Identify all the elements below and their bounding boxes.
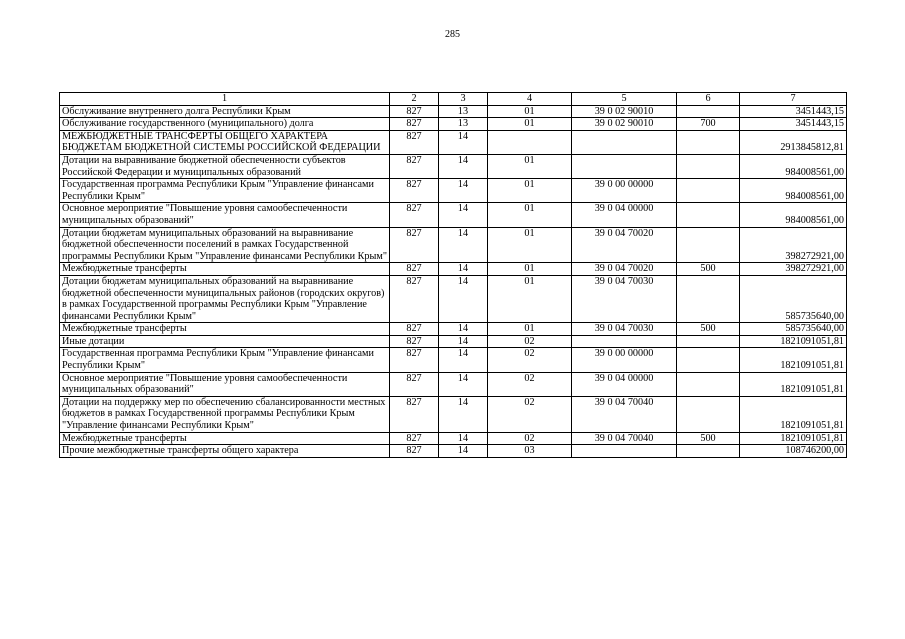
row-name-cell: Государственная программа Республики Крым "Управление финансами Республики Крым" <box>60 348 390 372</box>
row-col3-cell: 14 <box>439 263 488 276</box>
table-header-row <box>60 93 847 106</box>
row-col4-cell: 02 <box>488 396 572 432</box>
row-col5-cell: 39 0 04 00000 <box>572 203 677 227</box>
row-col3-cell: 14 <box>439 275 488 322</box>
row-col5-cell: 39 0 00 00000 <box>572 179 677 203</box>
row-name-cell: Межбюджетные трансферты <box>60 432 390 445</box>
row-col3-cell: 14 <box>439 130 488 154</box>
row-col2-cell: 827 <box>390 130 439 154</box>
table-row <box>60 445 847 458</box>
row-col4-cell: 02 <box>488 348 572 372</box>
row-col3-cell: 14 <box>439 203 488 227</box>
row-col3-cell: 14 <box>439 396 488 432</box>
row-col6-cell: 500 <box>677 323 740 336</box>
row-col4-cell: 02 <box>488 372 572 396</box>
row-name-cell: Межбюджетные трансферты <box>60 323 390 336</box>
row-col5-cell: 39 0 04 70030 <box>572 323 677 336</box>
row-col4-cell: 01 <box>488 179 572 203</box>
header-cell-7: 7 <box>740 93 847 106</box>
table-row <box>60 372 847 396</box>
row-col7-cell: 1821091051,81 <box>740 348 847 372</box>
row-col3-cell: 14 <box>439 154 488 178</box>
table-row <box>60 105 847 118</box>
header-cell-6: 6 <box>677 93 740 106</box>
row-col3-cell: 14 <box>439 372 488 396</box>
row-name-cell: Обслуживание внутреннего долга Республики Крым <box>60 105 390 118</box>
row-col7-cell: 984008561,00 <box>740 154 847 178</box>
row-col4-cell: 02 <box>488 432 572 445</box>
row-col6-cell <box>677 348 740 372</box>
table-row <box>60 432 847 445</box>
row-name-cell: Государственная программа Республики Крым "Управление финансами Республики Крым" <box>60 179 390 203</box>
row-col5-cell <box>572 335 677 348</box>
row-col4-cell: 01 <box>488 105 572 118</box>
row-col6-cell <box>677 396 740 432</box>
row-col3-cell: 13 <box>439 105 488 118</box>
row-col5-cell <box>572 130 677 154</box>
row-col6-cell <box>677 227 740 263</box>
row-col3-cell: 14 <box>439 335 488 348</box>
row-col2-cell: 827 <box>390 372 439 396</box>
row-name-cell: Основное мероприятие "Повышение уровня самообеспеченности муниципальных образований" <box>60 372 390 396</box>
row-col2-cell: 827 <box>390 432 439 445</box>
table-row <box>60 179 847 203</box>
table-row <box>60 130 847 154</box>
page-number: 285 <box>445 29 460 40</box>
row-col5-cell: 39 0 04 70030 <box>572 275 677 322</box>
row-col7-cell: 1821091051,81 <box>740 432 847 445</box>
row-name-cell: Прочие межбюджетные трансферты общего характера <box>60 445 390 458</box>
row-col3-cell: 13 <box>439 118 488 131</box>
row-name-cell: Дотации бюджетам муниципальных образований на выравнивание бюджетной обеспеченности муниципальных районов (городских округов) в рамках Государственной программы Республики Крым "Управление финансами Республики Крым" <box>60 275 390 322</box>
row-col4-cell: 01 <box>488 275 572 322</box>
row-col2-cell: 827 <box>390 323 439 336</box>
row-col7-cell: 984008561,00 <box>740 203 847 227</box>
header-cell-5: 5 <box>572 93 677 106</box>
table-row <box>60 227 847 263</box>
header-cell-3: 3 <box>439 93 488 106</box>
row-col6-cell <box>677 335 740 348</box>
budget-table <box>59 92 847 458</box>
row-col2-cell: 827 <box>390 396 439 432</box>
row-col7-cell: 984008561,00 <box>740 179 847 203</box>
row-col7-cell: 3451443,15 <box>740 105 847 118</box>
row-col2-cell: 827 <box>390 154 439 178</box>
row-col5-cell: 39 0 02 90010 <box>572 105 677 118</box>
row-col3-cell: 14 <box>439 445 488 458</box>
row-name-cell: Дотации бюджетам муниципальных образований на выравнивание бюджетной обеспеченности поселений в рамках Государственной программы Республики Крым "Управление финансами Республики Крым" <box>60 227 390 263</box>
row-col2-cell: 827 <box>390 118 439 131</box>
row-name-cell: Дотации на выравнивание бюджетной обеспеченности субъектов Российской Федерации и муниципальных образований <box>60 154 390 178</box>
row-col3-cell: 14 <box>439 432 488 445</box>
row-col3-cell: 14 <box>439 323 488 336</box>
row-col7-cell: 1821091051,81 <box>740 372 847 396</box>
row-col6-cell: 500 <box>677 263 740 276</box>
row-col6-cell: 700 <box>677 118 740 131</box>
row-col7-cell: 398272921,00 <box>740 227 847 263</box>
header-cell-4: 4 <box>488 93 572 106</box>
table-row <box>60 348 847 372</box>
row-col3-cell: 14 <box>439 227 488 263</box>
row-col5-cell: 39 0 04 70040 <box>572 396 677 432</box>
row-col4-cell: 01 <box>488 263 572 276</box>
table-row <box>60 396 847 432</box>
row-col7-cell: 3451443,15 <box>740 118 847 131</box>
row-col6-cell <box>677 445 740 458</box>
row-col7-cell: 2913845812,81 <box>740 130 847 154</box>
row-col6-cell <box>677 154 740 178</box>
row-col3-cell: 14 <box>439 348 488 372</box>
row-col2-cell: 827 <box>390 227 439 263</box>
row-col2-cell: 827 <box>390 105 439 118</box>
row-col7-cell: 585735640,00 <box>740 323 847 336</box>
row-name-cell: МЕЖБЮДЖЕТНЫЕ ТРАНСФЕРТЫ ОБЩЕГО ХАРАКТЕРА БЮДЖЕТАМ БЮДЖЕТНОЙ СИСТЕМЫ РОССИЙСКОЙ ФЕДЕРАЦИИ <box>60 130 390 154</box>
row-col5-cell: 39 0 04 70020 <box>572 227 677 263</box>
row-col2-cell: 827 <box>390 203 439 227</box>
row-col5-cell: 39 0 04 70020 <box>572 263 677 276</box>
row-col2-cell: 827 <box>390 348 439 372</box>
row-col5-cell: 39 0 00 00000 <box>572 348 677 372</box>
row-col2-cell: 827 <box>390 335 439 348</box>
row-name-cell: Дотации на поддержку мер по обеспечению сбалансированности местных бюджетов в рамках Государственной программы Республики Крым "Управление финансами Республики Крым" <box>60 396 390 432</box>
row-col5-cell: 39 0 04 00000 <box>572 372 677 396</box>
row-col6-cell <box>677 275 740 322</box>
row-col6-cell: 500 <box>677 432 740 445</box>
row-col2-cell: 827 <box>390 275 439 322</box>
table-row <box>60 323 847 336</box>
row-col7-cell: 585735640,00 <box>740 275 847 322</box>
row-col4-cell: 01 <box>488 118 572 131</box>
row-col5-cell <box>572 154 677 178</box>
row-col2-cell: 827 <box>390 445 439 458</box>
table-row <box>60 203 847 227</box>
row-col4-cell: 01 <box>488 154 572 178</box>
row-col4-cell: 02 <box>488 335 572 348</box>
row-name-cell: Иные дотации <box>60 335 390 348</box>
table-row <box>60 263 847 276</box>
row-col4-cell: 01 <box>488 227 572 263</box>
row-col6-cell <box>677 179 740 203</box>
table-row <box>60 154 847 178</box>
row-col2-cell: 827 <box>390 263 439 276</box>
row-col6-cell <box>677 203 740 227</box>
table-body <box>60 93 847 458</box>
table-row <box>60 118 847 131</box>
row-col6-cell <box>677 372 740 396</box>
header-cell-2: 2 <box>390 93 439 106</box>
table-row <box>60 275 847 322</box>
row-col4-cell: 01 <box>488 203 572 227</box>
row-col6-cell <box>677 130 740 154</box>
row-col4-cell: 03 <box>488 445 572 458</box>
row-name-cell: Основное мероприятие "Повышение уровня самообеспеченности муниципальных образований" <box>60 203 390 227</box>
row-col5-cell: 39 0 04 70040 <box>572 432 677 445</box>
row-col7-cell: 1821091051,81 <box>740 335 847 348</box>
row-col7-cell: 398272921,00 <box>740 263 847 276</box>
row-col3-cell: 14 <box>439 179 488 203</box>
row-col4-cell: 01 <box>488 323 572 336</box>
row-col5-cell <box>572 445 677 458</box>
row-name-cell: Обслуживание государственного (муниципального) долга <box>60 118 390 131</box>
row-col7-cell: 1821091051,81 <box>740 396 847 432</box>
row-col4-cell <box>488 130 572 154</box>
row-col7-cell: 108746200,00 <box>740 445 847 458</box>
header-cell-1: 1 <box>60 93 390 106</box>
row-col6-cell <box>677 105 740 118</box>
row-col5-cell: 39 0 02 90010 <box>572 118 677 131</box>
table-row <box>60 335 847 348</box>
row-name-cell: Межбюджетные трансферты <box>60 263 390 276</box>
row-col2-cell: 827 <box>390 179 439 203</box>
